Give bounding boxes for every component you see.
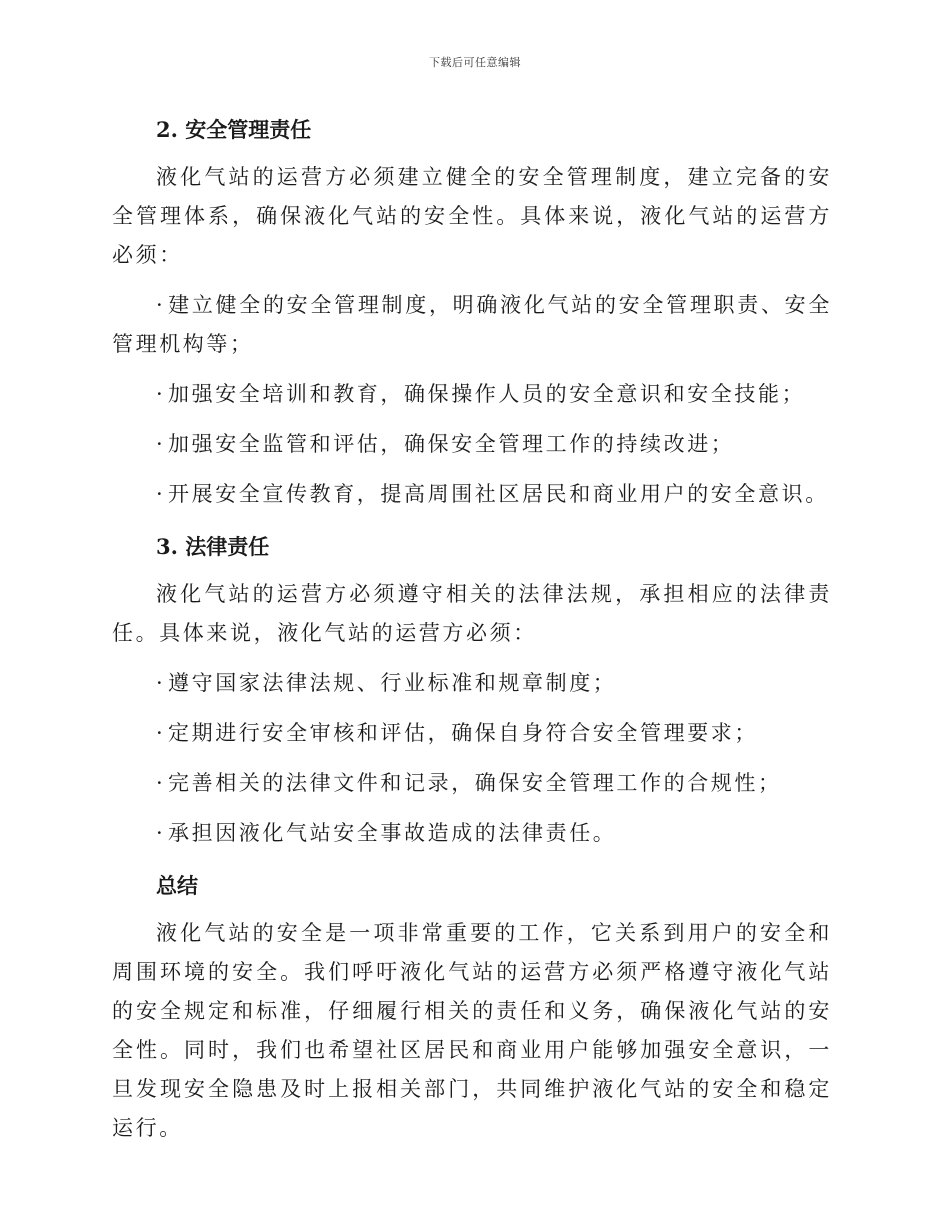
bullet-dot: · — [156, 721, 166, 745]
bullet-text: 承担因液化气站安全事故造成的法律责任。 — [168, 821, 617, 845]
bullet-text: 开展安全宣传教育，提高周围社区居民和商业用户的安全意识。 — [168, 482, 829, 506]
section-3-intro: 液化气站的运营方必须遵守相关的法律法规，承担相应的法律责任。具体来说，液化气站的运营方必须： — [112, 582, 832, 645]
page-header: 下载后可任意编辑 — [429, 56, 521, 69]
section-3-bullet — [112, 714, 832, 753]
section-2-bullet — [112, 286, 832, 364]
bullet-text: 完善相关的法律文件和记录，确保安全管理工作的合规性； — [168, 771, 782, 795]
summary-body: 液化气站的安全是一项非常重要的工作，它关系到用户的安全和周围环境的安全。我们呼吁液化气站的运营方必须严格遵守液化气站的安全规定和标准，仔细履行相关的责任和义务，确保液化气站的安全性。同时，我们也希望社区居民和商业用户能够加强安全意识，一旦发现安全隐患及时上报相关部门，共同维护液化气站的安全和稳定运行。 — [112, 921, 832, 1140]
section-2-heading: 2. 安全管理责任 — [156, 117, 312, 142]
bullet-dot: · — [156, 382, 166, 406]
bullet-dot: · — [156, 432, 166, 456]
bullet-text: 加强安全监管和评估，确保安全管理工作的持续改进； — [168, 432, 735, 456]
section-2-intro: 液化气站的运营方必须建立健全的安全管理制度，建立完备的安全管理体系，确保液化气站的安全性。具体来说，液化气站的运营方必须： — [112, 165, 832, 267]
summary-heading: 总结 — [156, 873, 198, 898]
bullet-text: 建立健全的安全管理制度，明确液化气站的安全管理职责、安全管理机构等； — [112, 293, 832, 356]
section-3-bullet — [112, 664, 832, 703]
section-2-bullet — [112, 475, 832, 514]
bullet-dot: · — [156, 293, 166, 317]
bullet-text: 定期进行安全审核和评估，确保自身符合安全管理要求； — [168, 721, 758, 745]
bullet-text: 加强安全培训和教育，确保操作人员的安全意识和安全技能； — [168, 382, 806, 406]
bullet-dot: · — [156, 821, 166, 845]
section-3-bullet — [112, 814, 832, 853]
bullet-dot: · — [156, 771, 166, 795]
section-3-heading: 3. 法律责任 — [156, 534, 270, 559]
section-2-bullet — [112, 375, 832, 414]
document-body — [112, 104, 832, 1159]
section-3-bullet — [112, 764, 832, 803]
bullet-dot: · — [156, 482, 166, 506]
section-2-bullet — [112, 425, 832, 464]
bullet-dot: · — [156, 671, 166, 695]
bullet-text: 遵守国家法律法规、行业标准和规章制度； — [168, 671, 617, 695]
